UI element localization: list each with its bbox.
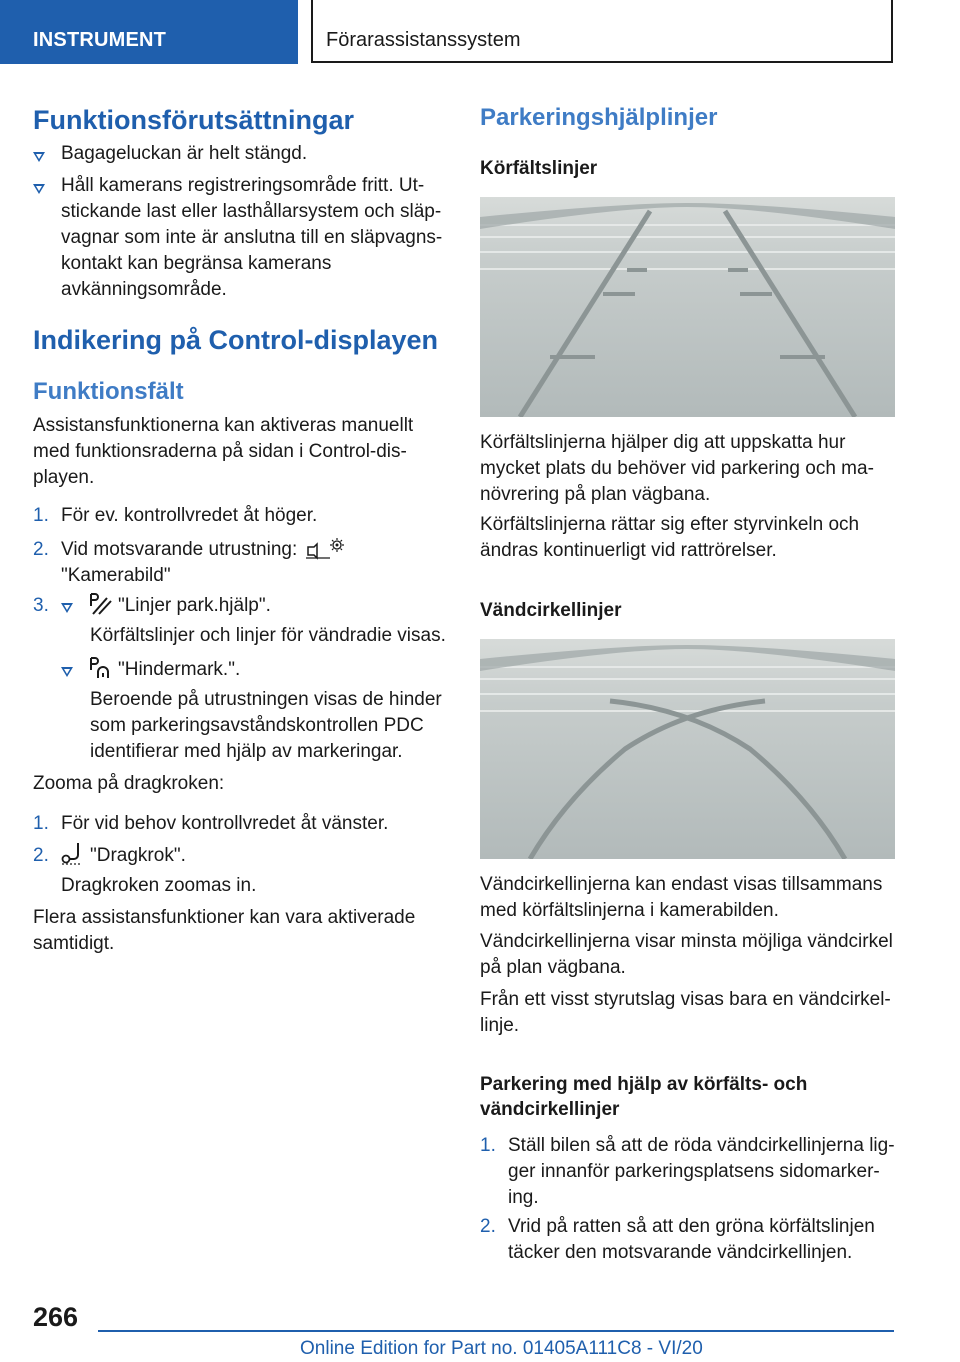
bullet-triangle-icon	[61, 667, 73, 677]
tow-hook-icon	[60, 841, 84, 865]
multi-line1: Flera assistansfunktioner kan vara aktiverade	[33, 907, 416, 928]
zoom-step-2: "Dragkrok".	[90, 845, 186, 866]
section-tab[interactable]	[0, 0, 298, 64]
prereq-item-2-line2: stickande last eller lasthållarsystem och släp-	[61, 201, 442, 222]
bullet-triangle-icon	[33, 152, 45, 162]
chapter-title: Förarassistanssystem	[326, 29, 521, 51]
heading-lane-lines: Körfältslinjer	[480, 158, 598, 179]
option-obstacle-desc-1: Beroende på utrustningen visas de hinder	[90, 689, 442, 710]
turn-p2-line2: på plan vägbana.	[480, 957, 626, 978]
step-2-option: "Kamerabild"	[61, 565, 171, 586]
step-number: 1.	[33, 505, 49, 526]
intro-line3: playen.	[33, 467, 95, 488]
heading-function-field: Funktionsfält	[33, 378, 184, 405]
step-number: 3.	[33, 595, 49, 616]
lane-p2-line2: ändras kontinuerligt vid rattrörelser.	[480, 540, 777, 561]
prereq-item-1: Bagageluckan är helt stängd.	[61, 143, 308, 164]
park-step-2-line1: Vrid på ratten så att den gröna körfältslinjen	[508, 1216, 875, 1237]
heading-prerequisites: Funktionsförutsättningar	[33, 105, 354, 135]
lane-lines-illustration	[480, 197, 895, 417]
bullet-triangle-icon	[61, 603, 73, 613]
prereq-item-2-line3: vagnar som inte är anslutna till en släpvagns-	[61, 227, 443, 248]
section-title: INSTRUMENT	[33, 29, 167, 51]
park-step-1-line3: ing.	[508, 1187, 539, 1208]
lane-p1-line3: növrering på plan vägbana.	[480, 484, 711, 505]
step-number: 2.	[480, 1216, 496, 1237]
turn-p2-line1: Vändcirkellinjerna visar minsta möjliga vändcirkel	[480, 931, 893, 952]
park-step-2-line2: täcker den motsvarande vändcirkellinjen.	[508, 1242, 853, 1263]
lane-p2-line1: Körfältslinjerna rättar sig efter styrvinkeln och	[480, 514, 860, 535]
obstacle-marking-icon	[88, 656, 112, 680]
camera-settings-icon	[304, 537, 346, 563]
step-2-text: Vid motsvarande utrustning:	[61, 539, 298, 560]
lane-p1-line2: mycket plats du behöver vid parkering och ma-	[480, 458, 874, 479]
option-parking-lines-desc: Körfältslinjer och linjer för vändradie visas.	[90, 625, 446, 646]
chapter-tab[interactable]	[311, 0, 893, 63]
multi-line2: samtidigt.	[33, 933, 115, 954]
step-number: 2.	[33, 845, 49, 866]
footer-divider	[98, 1330, 894, 1332]
intro-line2: med funktionsraderna på sidan i Control-dis-	[33, 441, 407, 462]
option-obstacle-desc-2: som parkeringsavståndskontrollen PDC	[90, 715, 424, 736]
turn-p1-line2: med körfältslinjerna i kamerabilden.	[480, 900, 779, 921]
zoom-step-1: För vid behov kontrollvredet åt vänster.	[61, 813, 389, 834]
turn-lines-figure	[480, 639, 895, 859]
intro-line1: Assistansfunktionerna kan aktiveras manuellt	[33, 415, 414, 436]
option-parking-lines: "Linjer park.hjälp".	[118, 595, 271, 616]
prereq-item-2-line5: avkänningsområde.	[61, 279, 227, 300]
prereq-item-2-line1: Håll kamerans registreringsområde fritt. Ut-	[61, 175, 425, 196]
option-obstacle-marking: "Hindermark.".	[118, 659, 241, 680]
zoom-title: Zooma på dragkroken:	[33, 773, 225, 794]
step-number: 1.	[480, 1135, 496, 1156]
turn-lines-illustration	[480, 639, 895, 859]
step-number: 2.	[33, 539, 49, 560]
heading-parking-with-lines-1: Parkering med hjälp av körfälts- och	[480, 1074, 808, 1095]
zoom-step-2-desc: Dragkroken zoomas in.	[61, 875, 257, 896]
lane-p1-line1: Körfältslinjerna hjälper dig att uppskatta hur	[480, 432, 846, 453]
park-step-1-line2: ger innanför parkeringsplatsens sidomarker-	[508, 1161, 880, 1182]
heading-indication: Indikering på Control-displayen	[33, 325, 439, 355]
turn-p3-line2: linje.	[480, 1015, 520, 1036]
park-step-1-line1: Ställ bilen så att de röda vändcirkellinjerna lig-	[508, 1135, 895, 1156]
turn-p3-line1: Från ett visst styrutslag visas bara en vändcirkel-	[480, 989, 891, 1010]
heading-parking-lines: Parkeringshjälplinjer	[480, 104, 718, 131]
step-1-text: För ev. kontrollvredet åt höger.	[61, 505, 318, 526]
turn-p1-line1: Vändcirkellinjerna kan endast visas tillsammans	[480, 874, 883, 895]
step-number: 1.	[33, 813, 49, 834]
option-obstacle-desc-3: identifierar med hjälp av markeringar.	[90, 741, 403, 762]
prereq-item-2-line4: kontakt kan begränsa kamerans	[61, 253, 332, 274]
footer-edition: Online Edition for Part no. 01405A111C8 - VI/20	[300, 1338, 703, 1359]
bullet-triangle-icon	[33, 184, 45, 194]
page-number: 266	[33, 1302, 79, 1332]
lane-lines-figure	[480, 197, 895, 417]
heading-turn-lines: Vändcirkellinjer	[480, 600, 622, 621]
heading-parking-with-lines-2: vändcirkellinjer	[480, 1099, 620, 1120]
parking-lines-icon	[88, 592, 112, 616]
